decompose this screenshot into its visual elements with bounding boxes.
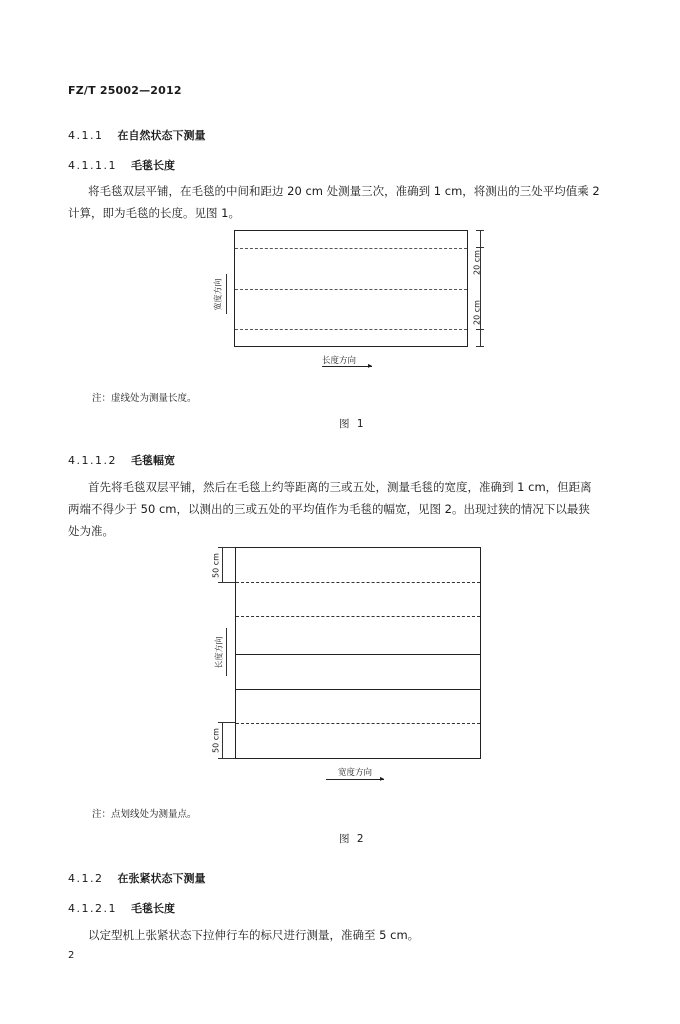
measure-point-line <box>236 689 480 690</box>
arrow-head-icon: ▸ <box>368 361 373 370</box>
section-title: 毛毯幅宽 <box>130 454 175 467</box>
figure1-note: 注：虚线处为测量长度。 <box>92 393 197 404</box>
section-title: 毛毯长度 <box>130 159 175 172</box>
page-number: 2 <box>68 950 75 961</box>
paragraph-line: 以定型机上张紧状态下拉伸行车的标尺进行测量，准确至 5 cm。 <box>88 928 420 942</box>
section-4-1-1-2-heading <box>68 452 175 468</box>
section-title: 在自然状态下测量 <box>117 129 206 142</box>
section-number: 4.1.1.2 <box>68 454 117 467</box>
section-4-1-1-1-heading <box>68 157 175 173</box>
section-number: 4.1.1 <box>68 129 104 142</box>
figure2-bottom-label: 宽度方向 <box>338 768 373 778</box>
measure-point-line <box>236 723 480 724</box>
paragraph-4-1-1-2 <box>68 476 668 542</box>
measure-line <box>235 329 467 330</box>
measure-point-line <box>236 654 480 655</box>
section-4-1-2-1-heading <box>68 900 175 916</box>
figure2-side-label: 长度方向 <box>214 636 224 669</box>
figure1-caption: 图 1 <box>339 418 366 430</box>
dimension-tick <box>218 547 235 548</box>
figure2-dimension-line <box>222 547 223 583</box>
dimension-tick <box>218 758 235 759</box>
section-title: 在张紧状态下测量 <box>117 872 206 885</box>
section-number: 4.1.2.1 <box>68 902 117 915</box>
paragraph-line: 计算，即为毛毯的长度。见图 1。 <box>68 206 240 220</box>
figure1-side-label: 宽度方向 <box>213 278 223 311</box>
paragraph-line: 两端不得少于 50 cm，以测出的三或五处的平均值作为毛毯的幅宽，见图 2。出现过狭的情况下以最狭 <box>68 502 590 516</box>
paragraph-line: 首先将毛毯双层平铺，然后在毛毯上约等距离的三或五处，测量毛毯的宽度，准确到 1 cm，但距离 <box>88 480 592 494</box>
standard-code: FZ/T 25002—2012 <box>68 84 182 97</box>
arrow-head-icon: ▸ <box>380 774 385 783</box>
section-4-1-2-heading <box>68 870 206 886</box>
paragraph-4-1-1-1 <box>68 180 668 224</box>
figure2-side-arrow <box>226 628 227 676</box>
measure-line <box>235 248 467 249</box>
figure1-dim-bottom: 20 cm <box>472 300 482 325</box>
figure2-rectangle <box>235 547 481 759</box>
figure1-dim-top: 20 cm <box>472 250 482 275</box>
figure1-rectangle <box>234 230 468 347</box>
paragraph-line: 将毛毯双层平铺，在毛毯的中间和距边 20 cm 处测量三次，准确到 1 cm，将测出的三处平均值乘 2 <box>88 184 600 198</box>
section-title: 毛毯长度 <box>130 902 175 915</box>
figure2-dim-bottom: 50 cm <box>211 728 221 753</box>
paragraph-4-1-2-1 <box>88 924 668 946</box>
figure1-side-arrow <box>226 274 227 314</box>
section-number: 4.1.2 <box>68 872 104 885</box>
dimension-tick <box>218 582 235 583</box>
figure2-dim-top: 50 cm <box>211 553 221 578</box>
figure1-bottom-arrow <box>322 366 372 367</box>
dimension-tick <box>218 722 235 723</box>
measure-point-line <box>236 616 480 617</box>
dimension-tick <box>476 230 484 231</box>
measure-line <box>235 289 467 290</box>
measure-point-line <box>236 582 480 583</box>
figure2-bottom-arrow <box>326 779 384 780</box>
figure2-dimension-line <box>222 722 223 759</box>
section-4-1-1-heading <box>68 127 206 143</box>
section-number: 4.1.1.1 <box>68 159 117 172</box>
paragraph-line: 处为准。 <box>68 524 114 538</box>
figure1-bottom-label: 长度方向 <box>322 356 357 366</box>
dimension-tick <box>476 346 484 347</box>
figure2-note: 注：点划线处为测量点。 <box>92 809 197 820</box>
figure2-caption: 图 2 <box>339 833 366 845</box>
